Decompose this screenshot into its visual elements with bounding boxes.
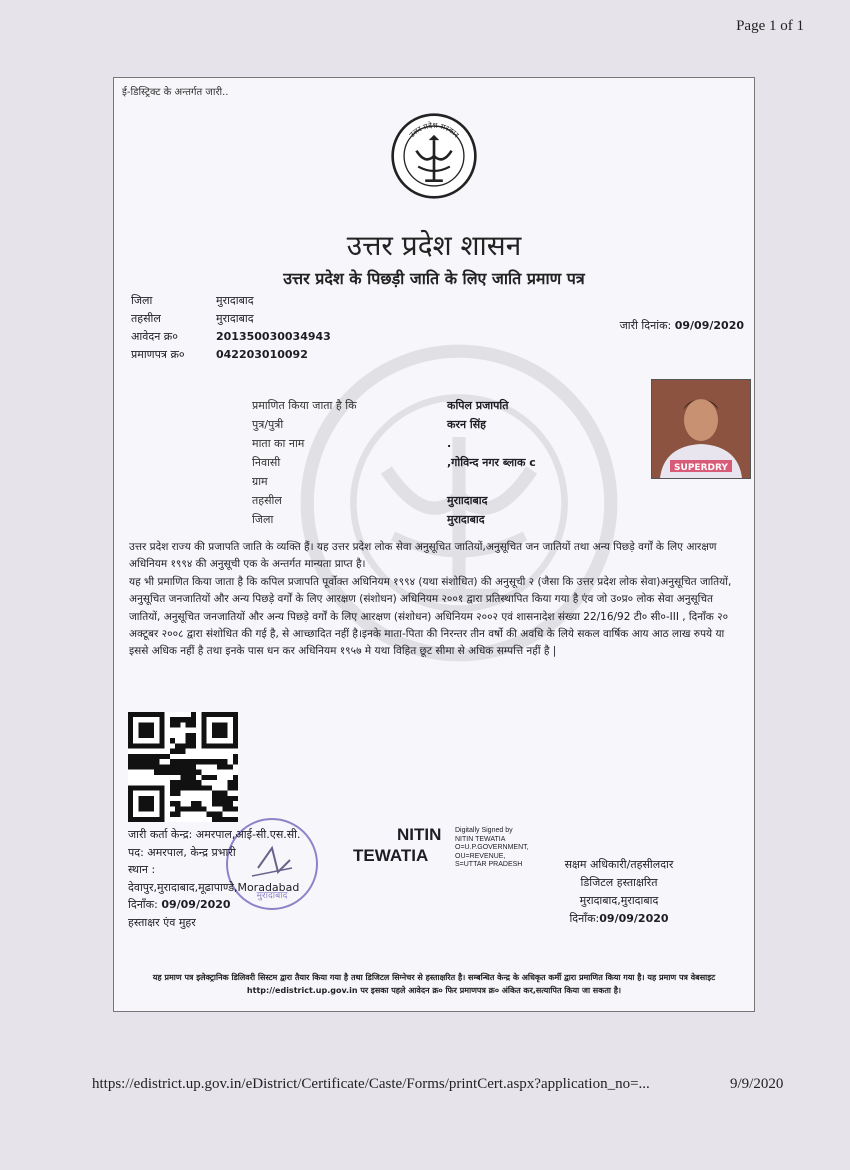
meta-row [131,310,331,328]
detail-row [252,453,536,472]
digital-signature-name [353,824,441,866]
meta-row [131,292,331,310]
authority-date-label: दिनाँक: [569,912,600,925]
issuer-date-value: 09/09/2020 [161,898,231,911]
district: मुरादाबाद [447,513,485,526]
meta-row [131,346,331,364]
detail-label: निवासी [252,456,281,469]
signature-first-name: NITIN [397,825,442,844]
authority-date [534,910,704,928]
seal-text: मुरादाबाद [256,891,288,901]
meta-label: आवेदन क्र० [131,330,178,343]
issuer-post: पद: अमरपाल, केन्द्र प्रभारी [128,845,236,859]
issue-date [620,318,744,333]
issuer-date-label: दिनाँक: [128,898,158,911]
mother-name: . [447,437,452,450]
place-value: देवापुर,मुरादाबाद,मूढापाण्डे,Moradabad [128,880,300,894]
signature-last-name: TEWATIA [353,846,429,865]
issuer-date [128,896,301,914]
issuer-block [128,826,301,931]
signature-detail-line: NITIN TEWATIA [455,835,506,843]
meta-block [131,292,331,364]
certificate-title: उत्तर प्रदेश के पिछड़ी जाति के लिए जाति प्रमाण पत्र [283,269,585,288]
government-title: उत्तर प्रदेश शासन [346,229,522,262]
certificate-number: 042203010092 [216,348,308,361]
father-name: करन सिंह [447,418,487,431]
application-number: 201350030034943 [216,330,331,343]
header-note: ई-डिस्ट्रिक्ट के अन्तर्गत जारी.. [122,87,229,98]
issue-date-label: जारी दिनांक: [619,319,672,332]
meta-value: मुरादाबाद [216,312,254,325]
details-block [252,396,536,529]
detail-label: जिला [252,513,274,526]
state-emblem-icon [390,112,478,200]
signature-seal-label: हस्ताक्षर एंव मुहर [128,915,196,929]
body-paragraph-2: यह भी प्रमाणित किया जाता है कि कपिल प्रजापति पूर्वोक्त अधिनियम १९९४ (यथा संशोधित) की अनुसूची २ (जैसा कि उत्तर प्रदेश लोक सेवा)अनुसूचित जातियों, अनुसूचित जनजातियों और अन्य पिछड़े वर्गों के लिए आरक्षण (संशोधन) अधिनियम २००१ द्वारा प्रतिस्थापित किया गया है एंव जो उ०प्र० लोक सेवा अनुसूचित जातियों, अनुसूचित जनजातियों और अन्य पिछड़े वर्गों के लिए आरक्षण (संशोधन) अधिनियम २००२ एवं शासनादेश संख्या 22/16/92 टी० सी०-III , दिनाँक २० अक्टूबर २००८ द्वारा संशोधित की गई है, से आच्छादित नहीं है।इनके माता-पिता की निरन्तर तीन वर्षो की अवधि के लिये सकल वार्षिक आय आठ लाख रुपये या इससे अधिक नहीं है तथा इनके पास धन कर अधिनियम १९५७ मे यथा विहित छूट सीमा से अधिक सम्पत्ति नहीं है | [129,575,732,658]
photo-shirt-text: SUPERDRY [674,463,728,473]
signature-detail-line: OU=REVENUE, [455,852,506,860]
detail-label: प्रमाणित किया जाता है कि [252,399,357,412]
detail-row [252,491,536,510]
authority-date-value: 09/09/2020 [599,912,669,925]
meta-row [131,328,331,346]
competent-authority [534,856,704,928]
issuing-center: जारी कर्ता केन्द्र: अमरपाल,आई-सी.एस.सी. [128,828,301,841]
detail-row [252,510,536,529]
body-paragraph-1: उत्तर प्रदेश राज्य की प्रजापति जाति के व्यक्ति हैं। यह उत्तर प्रदेश लोक सेवा अनुसूचित जातियों,अनुसूचित जन जातियों तथा अन्य पिछड़े वर्गों के लिए आरक्षण अधिनियम १९९४ की अनुसूची एक के अन्तर्गत मान्यता प्राप्त है। [129,541,717,571]
holder-name: कपिल प्रजापति [447,399,509,412]
residence: ,गोविन्द नगर ब्लाक c [447,456,536,469]
qr-code-icon [128,712,238,822]
meta-label: जिला [131,294,153,307]
authority-place: मुरादाबाद,मुरादाबाद [579,894,659,907]
authority-title: सक्षम अधिकारी/तहसीलदार [564,858,674,871]
certificate-body [129,539,741,661]
detail-label: तहसील [252,494,282,507]
meta-label: प्रमाणपत्र क्र० [131,348,185,361]
applicant-photo [651,379,751,479]
detail-row [252,472,536,491]
detail-row [252,415,536,434]
meta-value: मुरादाबाद [216,294,254,307]
detail-row [252,396,536,415]
tehsil: मुराादाबाद [447,494,488,507]
issue-date-value: 09/09/2020 [674,319,744,332]
signature-detail-line: S=UTTAR PRADESH [455,861,523,868]
page-count: Page 1 of 1 [736,18,804,34]
signature-detail-line: O=U.P.GOVERNMENT, [455,844,529,851]
print-date: 9/9/2020 [730,1076,784,1092]
meta-label: तहसील [131,312,161,325]
signature-detail-line: Digitally Signed by [455,827,513,834]
detail-label: माता का नाम [252,437,305,450]
authority-digital: डिजिटल हस्ताक्षरित [580,876,658,889]
detail-label: पुत्र/पुत्री [252,418,284,431]
detail-label: ग्राम [252,475,268,488]
detail-row [252,434,536,453]
certificate [113,77,755,1012]
certificate-footer-note: यह प्रमाण पत्र इलेक्ट्रानिक डिलिवरी सिस्टम द्वारा तैयार किया गया है तथा डिजिटल सिग्नेचर से हस्ताक्षरित है। सम्बन्धित केन्द्र के अधिकृत कर्मी द्वारा प्रमाणित किया गया है। यह प्रमाण पत्र वेबसाइट http://edistrict.up.gov.in पर इसका पहले आवेदन क्र० फिर प्रमाणपत्र क्र० अंकित कर,सत्यापित किया जा सकता है। [152,973,716,995]
digital-signature-details [455,827,529,870]
emblem-text: उत्तर प्रदेश सरकार [407,120,461,140]
print-url: https://edistrict.up.gov.in/eDistrict/Certificate/Caste/Forms/printCert.aspx?application_no=... [92,1076,650,1092]
place-label: स्थान : [128,863,156,876]
